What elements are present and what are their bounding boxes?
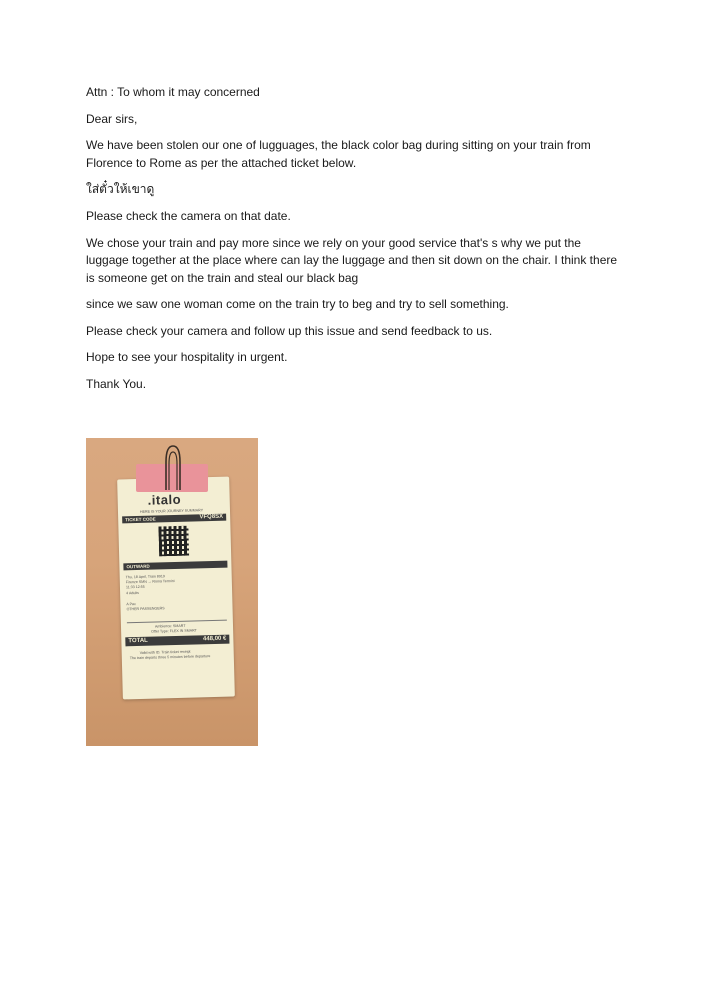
qr-code-icon bbox=[158, 526, 189, 557]
paragraph-stolen-bag: We have been stolen our one of lugguages, the black color bag during sitting on your train from Florence to Rome as per the attached ticket below. bbox=[86, 138, 591, 170]
ticket-row-2: OTHER PASSENGERS bbox=[126, 606, 165, 612]
ticket-offer: Offer Type: FLEX IN SMART bbox=[151, 628, 197, 634]
ticket-note-2: The train departs three 5 minutes before departure bbox=[129, 654, 211, 661]
attn-line: Attn : To whom it may concerned bbox=[86, 85, 260, 99]
outward-label: OUTWARD bbox=[126, 563, 150, 570]
binder-clip-icon bbox=[160, 442, 186, 492]
total-bar bbox=[125, 635, 229, 647]
paragraph-follow-up: Please check your camera and follow up this issue and send feedback to us. bbox=[86, 323, 493, 338]
ticket-row-1: A Pax bbox=[126, 602, 136, 607]
ticket-photo bbox=[86, 438, 258, 746]
paragraph-hospitality: Hope to see your hospitality in urgent. bbox=[86, 350, 288, 364]
ticket-ambience: Ambience: SMART bbox=[154, 623, 186, 629]
total-label: TOTAL bbox=[128, 637, 148, 645]
ticket-code-label: TICKET CODE bbox=[125, 516, 156, 523]
paragraph-check-camera: Please check the camera on that date. bbox=[86, 209, 291, 223]
outward-bar bbox=[123, 561, 227, 571]
train-ticket bbox=[117, 477, 235, 700]
paragraph-woman: since we saw one woman come on the train try to beg and try to sell something. bbox=[86, 297, 509, 311]
thai-note: ใส่ตั๋วให้เขาดู bbox=[86, 182, 155, 196]
ticket-note-1: Valid with ID. Train ticket receipt bbox=[139, 649, 191, 655]
ticket-date: Thu, 18 April, Train 8919 bbox=[125, 574, 165, 580]
ticket-route: Firenze SMN → Roma Termini bbox=[125, 579, 175, 585]
greeting: Dear sirs, bbox=[86, 111, 138, 126]
ticket-code-bar bbox=[122, 514, 226, 524]
ticket-adults: 4 Adults bbox=[126, 590, 139, 596]
ticket-times: 11:33 12:55 bbox=[125, 584, 145, 590]
paragraph-luggage: We chose your train and pay more since we rely on your good service that's s why we put the luggage together at the place where can lay the luggage and then sit down on the chair. I think there is someone get on the train and steal our black bag bbox=[86, 235, 618, 285]
ticket-divider bbox=[127, 620, 227, 624]
closing: Thank You. bbox=[86, 376, 147, 391]
ticket-logo: .italo bbox=[147, 491, 182, 508]
ticket-code: VFQ8SX bbox=[199, 513, 224, 521]
ticket-subtitle: HERE IS YOUR JOURNEY SUMMARY bbox=[139, 508, 204, 514]
letter-body bbox=[86, 84, 626, 402]
total-amount: 448,00 € bbox=[202, 635, 227, 643]
